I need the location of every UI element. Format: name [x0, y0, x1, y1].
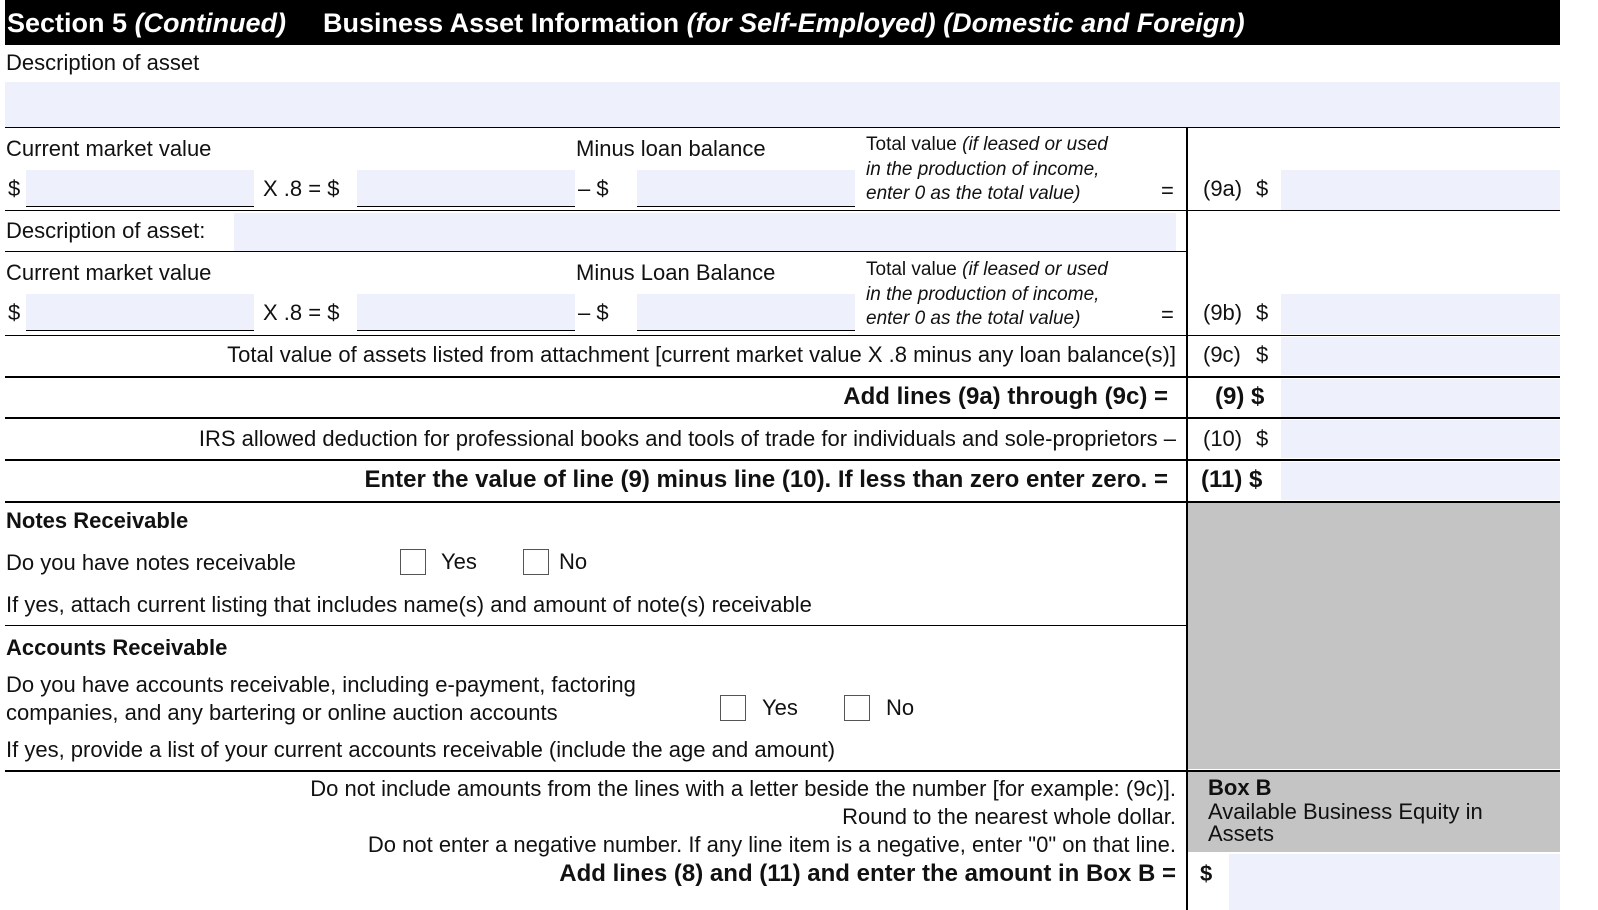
notes-yes-checkbox[interactable] — [400, 549, 426, 575]
notes-heading: Notes Receivable — [6, 508, 189, 533]
asset2-market-value-input[interactable] — [26, 294, 254, 331]
accounts-heading: Accounts Receivable — [6, 635, 228, 660]
footer-note-1: Do not include amounts from the lines with a letter beside the number [for example: (9c)]. — [310, 776, 1176, 801]
divider — [5, 417, 1560, 419]
box-b-description-2: Assets — [1208, 821, 1275, 846]
asset2-market-value-label: Current market value — [6, 260, 212, 285]
asset2-description-input[interactable] — [234, 213, 1176, 251]
divider — [5, 127, 1560, 128]
asset1-total-value-note-3: enter 0 as the total value) — [866, 183, 1081, 204]
asset1-minus-dollar: – $ — [578, 176, 609, 201]
accounts-yes-label: Yes — [762, 695, 798, 720]
box-b-input[interactable] — [1229, 854, 1560, 910]
accounts-no-checkbox[interactable] — [844, 695, 870, 721]
asset1-times-result-input[interactable] — [357, 170, 575, 207]
line-10-label: (10) — [1203, 426, 1243, 451]
line-9a-label: (9a) — [1203, 176, 1243, 201]
line-9a-dollar: $ — [1256, 176, 1269, 201]
divider — [5, 251, 1187, 252]
notes-no-checkbox[interactable] — [523, 549, 549, 575]
accounts-question-line1: Do you have accounts receivable, including e-payment, factoring — [6, 672, 636, 697]
section-subtitle: (for Self-Employed) (Domestic and Foreign) — [686, 8, 1245, 38]
line-9b-dollar: $ — [1256, 300, 1269, 325]
asset1-dollar-sign: $ — [8, 176, 21, 201]
asset2-times-result-input[interactable] — [357, 294, 575, 331]
notes-instruction: If yes, attach current listing that includes name(s) and amount of note(s) receivable — [6, 592, 812, 617]
notes-no-label: No — [559, 549, 588, 574]
asset2-loan-balance-input[interactable] — [637, 294, 855, 331]
asset2-description-label: Description of asset: — [6, 218, 206, 243]
section-title: Business Asset Information — [323, 8, 680, 38]
line-10-input[interactable] — [1281, 420, 1560, 458]
line-10-text: IRS allowed deduction for professional books and tools of trade for individuals and sole-proprietors – — [198, 426, 1176, 451]
line-9-text: Add lines (9a) through (9c) = — [843, 383, 1168, 410]
column-divider — [1186, 127, 1188, 910]
section-header — [5, 0, 1560, 45]
box-b-description-1: Available Business Equity in — [1208, 799, 1483, 824]
line-9b-label: (9b) — [1203, 300, 1243, 325]
line-9b-input[interactable] — [1281, 294, 1560, 334]
line-11-label: (11) $ — [1201, 466, 1263, 493]
asset1-times-label: X .8 = $ — [263, 176, 340, 201]
footer-total-text: Add lines (8) and (11) and enter the amount in Box B = — [559, 860, 1176, 887]
line-9-label: (9) $ — [1215, 383, 1265, 410]
line-9c-label: (9c) — [1203, 342, 1241, 367]
divider — [5, 210, 1560, 211]
line-10-dollar: $ — [1256, 426, 1269, 451]
asset2-total-value-note: Total value (if leased or used — [866, 259, 1108, 280]
asset1-equals: = — [1161, 178, 1174, 203]
asset2-total-value-note-3: enter 0 as the total value) — [866, 308, 1081, 329]
line-9c-dollar: $ — [1256, 342, 1269, 367]
asset1-total-value-note: Total value (if leased or used — [866, 134, 1108, 155]
asset2-total-value-note-2: in the production of income, — [866, 284, 1100, 305]
line-9c-text: Total value of assets listed from attachment [current market value X .8 minus any loan balance(s)] — [227, 342, 1176, 367]
box-b-dollar: $ — [1200, 861, 1213, 886]
accounts-question-line2: companies, and any bartering or online auction accounts — [6, 700, 558, 725]
section-number: Section 5 — [7, 8, 128, 38]
shaded-area — [1188, 503, 1560, 769]
asset1-description-input[interactable] — [5, 82, 1560, 127]
asset1-description-label: Description of asset — [6, 50, 200, 75]
line-9a-input[interactable] — [1281, 170, 1560, 210]
footer-note-2: Round to the nearest whole dollar. — [842, 804, 1176, 829]
asset1-market-value-input[interactable] — [26, 170, 254, 207]
section-continued: (Continued) — [134, 8, 287, 38]
divider — [5, 335, 1560, 336]
accounts-instruction: If yes, provide a list of your current accounts receivable (include the age and amount) — [6, 737, 836, 762]
divider — [5, 625, 1187, 626]
notes-question: Do you have notes receivable — [6, 550, 296, 575]
divider — [5, 376, 1560, 378]
notes-yes-label: Yes — [441, 549, 477, 574]
asset2-equals: = — [1161, 302, 1174, 327]
divider — [5, 459, 1560, 461]
footer-note-3: Do not enter a negative number. If any line item is a negative, enter "0" on that line. — [367, 832, 1176, 857]
asset1-loan-balance-input[interactable] — [637, 170, 855, 207]
asset1-total-value-note-2: in the production of income, — [866, 159, 1100, 180]
asset1-market-value-label: Current market value — [6, 136, 212, 161]
asset2-times-label: X .8 = $ — [263, 300, 340, 325]
line-9c-input[interactable] — [1281, 337, 1560, 375]
asset1-minus-loan-label: Minus loan balance — [576, 136, 766, 161]
box-b-title: Box B — [1208, 775, 1272, 800]
asset2-dollar-sign: $ — [8, 300, 21, 325]
line-11-input[interactable] — [1281, 462, 1560, 500]
asset2-minus-loan-label: Minus Loan Balance — [576, 260, 776, 285]
line-11-text: Enter the value of line (9) minus line (10). If less than zero enter zero. = — [364, 466, 1168, 493]
accounts-yes-checkbox[interactable] — [720, 695, 746, 721]
accounts-no-label: No — [886, 695, 915, 720]
line-9-input[interactable] — [1281, 379, 1560, 417]
asset2-minus-dollar: – $ — [578, 300, 609, 325]
